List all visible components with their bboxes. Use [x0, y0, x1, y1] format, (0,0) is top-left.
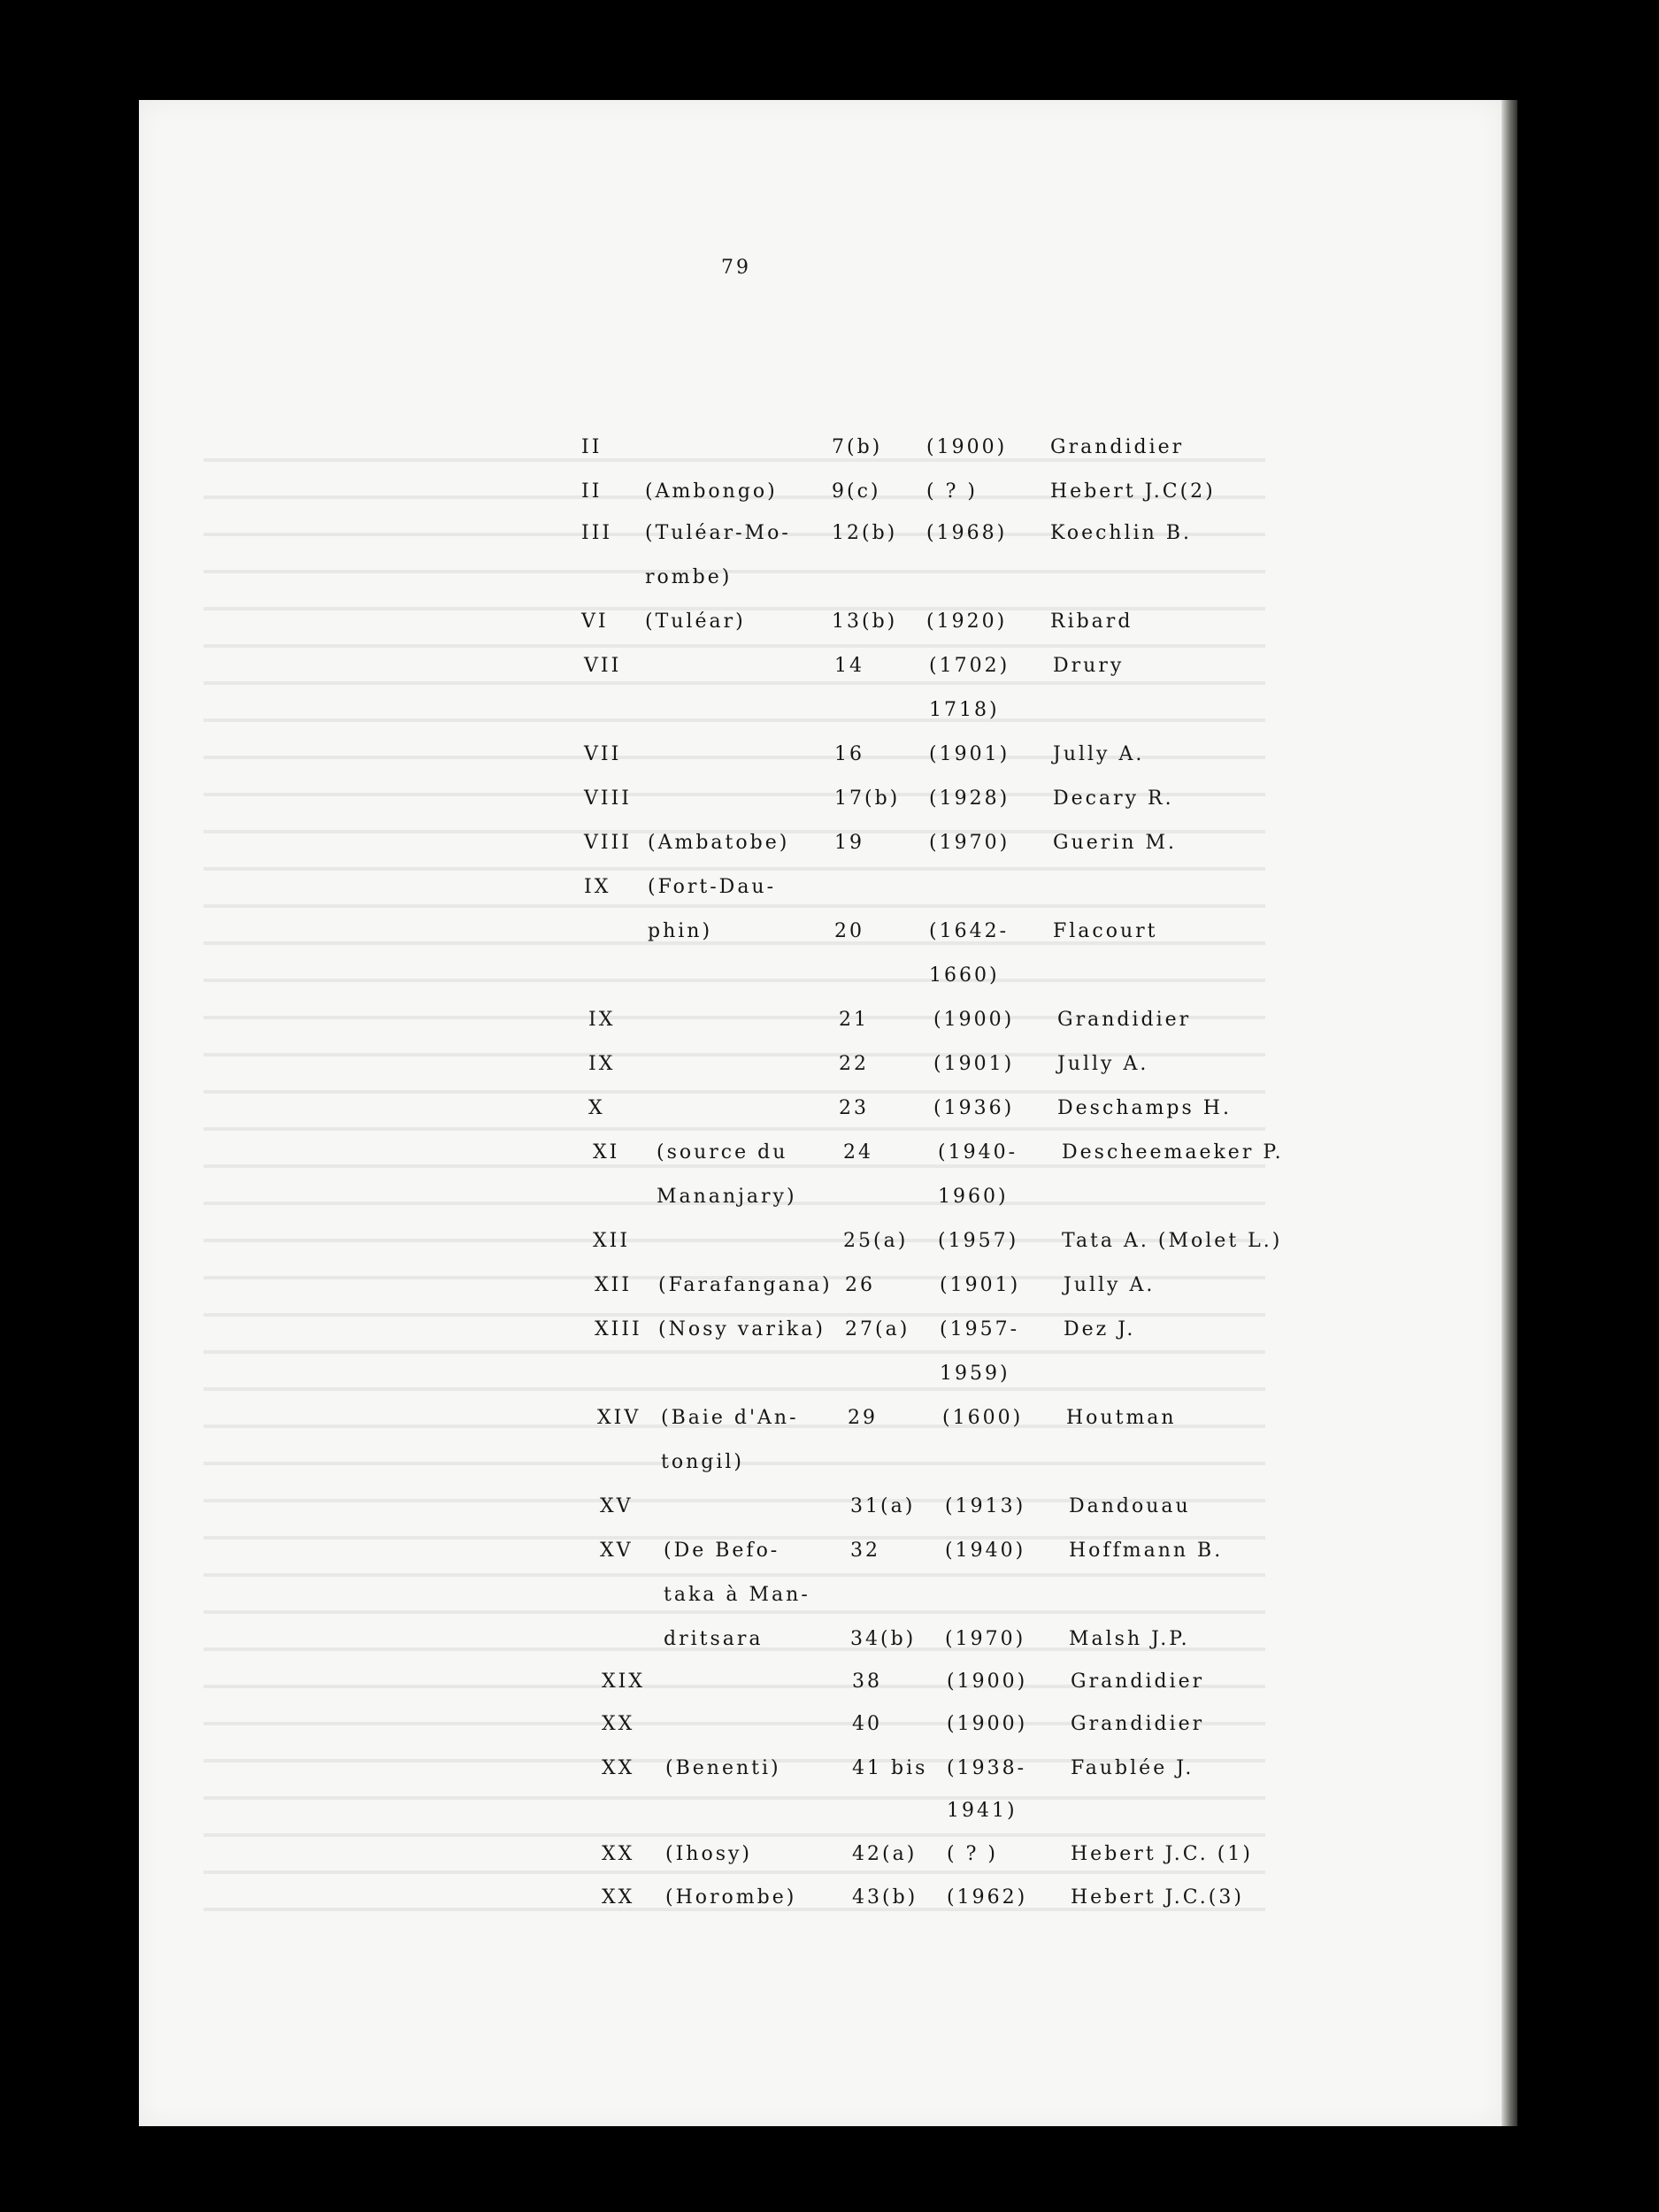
number-cell: 40 — [852, 1713, 882, 1735]
year-cell: 1960) — [938, 1186, 1009, 1208]
number-cell: 42(a) — [852, 1843, 918, 1865]
zone-cell: IX — [584, 876, 611, 898]
author-cell: Decary R. — [1053, 787, 1174, 810]
zone-cell: XIII — [595, 1318, 642, 1340]
number-cell: 22 — [839, 1053, 869, 1075]
year-cell: (1920) — [926, 611, 1008, 633]
year-cell: 1941) — [947, 1800, 1018, 1822]
author-cell: Hebert J.C.(3) — [1071, 1886, 1244, 1909]
zone-cell: XX — [602, 1886, 635, 1909]
author-cell: Jully A. — [1053, 743, 1145, 765]
place-cell: dritsara — [664, 1628, 764, 1650]
number-cell: 16 — [834, 743, 864, 765]
number-cell: 31(a) — [850, 1495, 916, 1517]
number-cell: 26 — [845, 1274, 875, 1296]
year-cell: 1959) — [940, 1363, 1010, 1385]
zone-cell: II — [581, 480, 603, 503]
number-cell: 7(b) — [832, 436, 883, 458]
place-cell: (Tuléar-Mo- — [645, 522, 791, 544]
zone-cell: IX — [588, 1009, 616, 1031]
number-cell: 29 — [848, 1407, 878, 1429]
year-cell: (1900) — [947, 1671, 1028, 1693]
zone-cell: VII — [584, 655, 622, 677]
number-cell: 14 — [834, 655, 864, 677]
year-cell: (1940) — [945, 1540, 1026, 1562]
number-cell: 41 bis — [852, 1757, 928, 1779]
place-cell: (source du — [657, 1141, 788, 1164]
page-edge — [1502, 100, 1517, 2126]
year-cell: (1900) — [926, 436, 1008, 458]
place-cell: taka à Man- — [664, 1584, 810, 1606]
year-cell: (1970) — [945, 1628, 1026, 1650]
author-cell: Deschamps H. — [1057, 1097, 1232, 1119]
show-through-text — [204, 425, 1265, 1929]
zone-cell: IX — [588, 1053, 616, 1075]
number-cell: 24 — [843, 1141, 873, 1164]
author-cell: Hebert J.C(2) — [1050, 480, 1216, 503]
year-cell: (1957- — [940, 1318, 1020, 1340]
year-cell: (1968) — [926, 522, 1008, 544]
zone-cell: VII — [584, 743, 622, 765]
author-cell: Tata A. (Molet L.) — [1062, 1230, 1283, 1252]
place-cell: (De Befo- — [664, 1540, 780, 1562]
place-cell: (Horombe) — [665, 1886, 797, 1909]
year-cell: (1962) — [947, 1886, 1028, 1909]
place-cell: rombe) — [645, 566, 733, 588]
zone-cell: XIX — [602, 1671, 646, 1693]
author-cell: Drury — [1053, 655, 1125, 677]
year-cell: (1600) — [942, 1407, 1024, 1429]
author-cell: Koechlin B. — [1050, 522, 1192, 544]
year-cell: (1900) — [947, 1713, 1028, 1735]
year-cell: (1901) — [933, 1053, 1015, 1075]
zone-cell: VIII — [584, 832, 632, 854]
year-cell: (1901) — [929, 743, 1010, 765]
author-cell: Descheemaeker P. — [1062, 1141, 1284, 1164]
year-cell: (1702) — [929, 655, 1010, 677]
year-cell: (1970) — [929, 832, 1010, 854]
author-cell: Grandidier — [1050, 436, 1185, 458]
number-cell: 20 — [834, 920, 864, 942]
author-cell: Grandidier — [1071, 1713, 1205, 1735]
number-cell: 17(b) — [834, 787, 901, 810]
year-cell: (1936) — [933, 1097, 1015, 1119]
number-cell: 13(b) — [832, 611, 898, 633]
zone-cell: XX — [602, 1713, 635, 1735]
zone-cell: XII — [595, 1274, 633, 1296]
number-cell: 25(a) — [843, 1230, 909, 1252]
zone-cell: XI — [593, 1141, 620, 1164]
year-cell: (1938- — [947, 1757, 1027, 1779]
number-cell: 9(c) — [832, 480, 881, 503]
zone-cell: X — [588, 1097, 605, 1119]
zone-cell: XX — [602, 1843, 635, 1865]
place-cell: Mananjary) — [657, 1186, 797, 1208]
author-cell: Ribard — [1050, 611, 1133, 633]
page-number: 79 — [721, 257, 751, 279]
place-cell: (Benenti) — [665, 1757, 781, 1779]
place-cell: (Ihosy) — [665, 1843, 752, 1865]
year-cell: (1928) — [929, 787, 1010, 810]
place-cell: (Ambongo) — [645, 480, 778, 503]
author-cell: Flacourt — [1053, 920, 1158, 942]
place-cell: (Baie d'An- — [661, 1407, 799, 1429]
zone-cell: XV — [600, 1540, 634, 1562]
author-cell: Faublée J. — [1071, 1757, 1194, 1779]
author-cell: Guerin M. — [1053, 832, 1177, 854]
author-cell: Dandouau — [1069, 1495, 1191, 1517]
author-cell: Dez J. — [1064, 1318, 1136, 1340]
year-cell: (1913) — [945, 1495, 1026, 1517]
author-cell: Grandidier — [1057, 1009, 1192, 1031]
place-cell: (Tuléar) — [645, 611, 746, 633]
author-cell: Jully A. — [1064, 1274, 1156, 1296]
number-cell: 19 — [834, 832, 864, 854]
year-cell: (1901) — [940, 1274, 1021, 1296]
zone-cell: XX — [602, 1757, 635, 1779]
place-cell: (Farafangana) — [658, 1274, 833, 1296]
year-cell: (1642- — [929, 920, 1010, 942]
year-cell: 1660) — [929, 964, 1000, 987]
number-cell: 27(a) — [845, 1318, 910, 1340]
place-cell: (Ambatobe) — [648, 832, 790, 854]
zone-cell: II — [581, 436, 603, 458]
year-cell: ( ? ) — [947, 1843, 998, 1865]
year-cell: (1940- — [938, 1141, 1018, 1164]
zone-cell: VI — [581, 611, 609, 633]
year-cell: (1900) — [933, 1009, 1015, 1031]
number-cell: 43(b) — [852, 1886, 918, 1909]
author-cell: Houtman — [1066, 1407, 1177, 1429]
zone-cell: XV — [600, 1495, 634, 1517]
author-cell: Hoffmann B. — [1069, 1540, 1224, 1562]
place-cell: phin) — [648, 920, 713, 942]
year-cell: 1718) — [929, 699, 1000, 721]
zone-cell: XII — [593, 1230, 631, 1252]
number-cell: 34(b) — [850, 1628, 917, 1650]
place-cell: (Fort-Dau- — [648, 876, 777, 898]
zone-cell: VIII — [584, 787, 632, 810]
author-cell: Grandidier — [1071, 1671, 1205, 1693]
number-cell: 21 — [839, 1009, 869, 1031]
number-cell: 23 — [839, 1097, 869, 1119]
zone-cell: XIV — [597, 1407, 641, 1429]
number-cell: 32 — [850, 1540, 880, 1562]
place-cell: tongil) — [661, 1451, 744, 1473]
author-cell: Hebert J.C. (1) — [1071, 1843, 1253, 1865]
author-cell: Jully A. — [1057, 1053, 1149, 1075]
author-cell: Malsh J.P. — [1069, 1628, 1190, 1650]
number-cell: 12(b) — [832, 522, 898, 544]
year-cell: ( ? ) — [926, 480, 978, 503]
year-cell: (1957) — [938, 1230, 1019, 1252]
number-cell: 38 — [852, 1671, 882, 1693]
zone-cell: III — [581, 522, 613, 544]
place-cell: (Nosy varika) — [658, 1318, 826, 1340]
